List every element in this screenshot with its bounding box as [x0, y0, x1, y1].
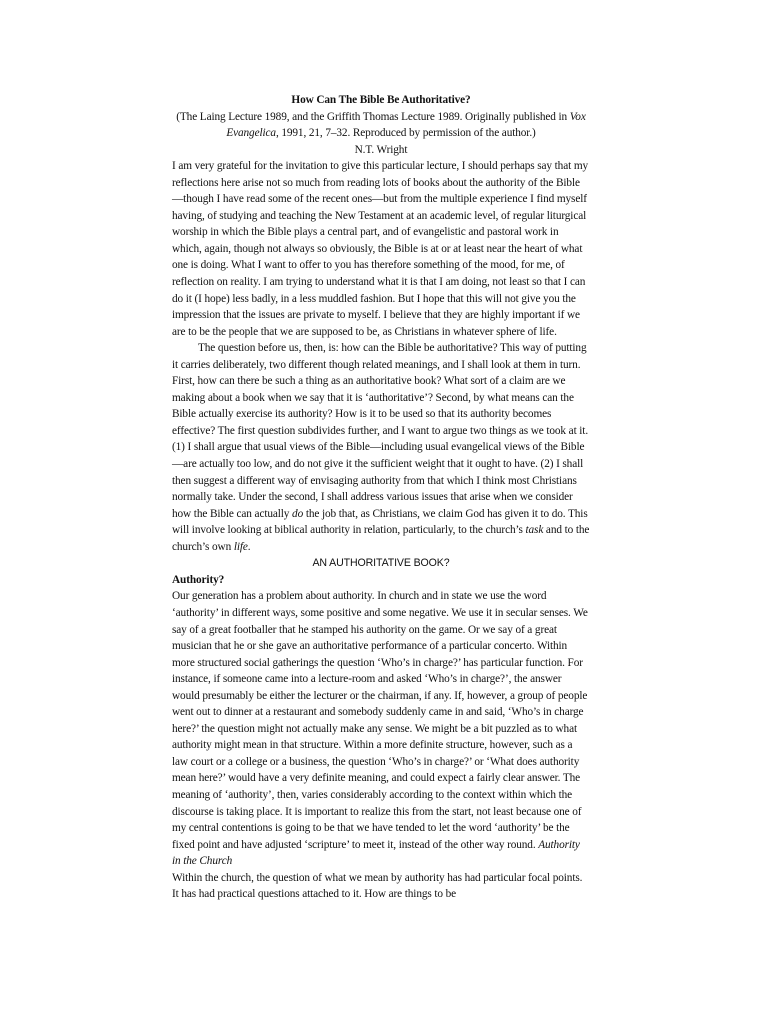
subheading-authority: Authority? — [172, 573, 225, 586]
paragraph-church: Within the church, the question of what we mean by authority has had particular focal points. It has had practical questions attached to it. How are things to be — [172, 871, 583, 901]
paragraph-text: . — [247, 540, 251, 553]
paragraph-text: Our generation has a problem about authority. In church and in state we use the word ‘authority’ in different ways, some positive and some negative. We use it in secular senses. We say of a great footballer that he stamped his authority on the game. Or we say of a great musician that he or she gave an authoritative performance of a particular concerto. Within more structured social gatherings the question ‘Who’s in charge?’ has particular function. For instance, if someone came into a lecture-room and asked ‘Who’s in charge?’, the answer would presumably be either the lecturer or the chairman, if any. If, however, a group of people went out to dinner at a restaurant and somebody suddenly came in and said, ‘Who’s in charge here?’ the question might not actually make any sense. We might be a bit puzzled as to what authority might mean in that structure. Within a more definite structure, however, such as a law court or a college or a business, the question ‘Who’s in charge?’ or ‘What does authority mean here?’ would have a very definite meaning, and could expect a fairly clear answer. The meaning of ‘authority’, then, varies considerably according to the context within which the discourse is taking place. It is important to realize this from the start, not least because one of my central contentions is going to be that we have tended to let the word ‘authority’ be the fixed point and have adjusted ‘scripture’ to meet it, instead of the other way round. — [172, 590, 588, 851]
paragraph-text: and to the church’s own — [172, 524, 590, 553]
paragraph-text: the job that, as Christians, we claim God has given it to do. This will involve looking at biblical authority in relation, particularly, to the church’s — [172, 507, 588, 537]
emphasis-life: life — [233, 540, 248, 553]
paragraph-authority — [172, 588, 590, 869]
document-subtitle — [172, 109, 590, 142]
emphasis-do: do — [292, 507, 304, 520]
section-heading: AN AUTHORITATIVE BOOK? — [312, 557, 450, 570]
inline-heading-church: Authority in the Church — [172, 838, 580, 868]
paragraph-question — [172, 340, 590, 555]
document-title: How Can The Bible Be Authoritative? — [291, 94, 471, 106]
journal-name: Vox Evangelica — [226, 110, 586, 140]
paragraph-intro: I am very grateful for the invitation to give this particular lecture, I should perhaps say that my reflections here arise not so much from reading lots of books about the authority of the Bible—though I have read some of the recent ones—but from the multiple experience I find myself having, of studying and teaching the New Testament at an academic level, of regular liturgical worship in which the Bible plays a central part, and of evangelistic and pastoral work in which, again, though not always so obviously, the Bible is at or at least near the heart of what one is doing. What I want to offer to you has therefore something of the mood, for me, of reflection on reality. I am trying to understand what it is that I am doing, not least so that I can do it (I hope) less badly, in a less muddled fashion. But I hope that this will not give you the impression that the issues are private to myself. I believe that they are highly important if we are to be the people that we are supposed to be, as Christians in whatever sphere of life. — [172, 160, 589, 338]
document-author: N.T. Wright — [354, 143, 408, 156]
emphasis-task: task — [525, 524, 544, 537]
document-page — [172, 92, 590, 903]
subtitle-text-end: , 1991, 21, 7–32. Reproduced by permission of the author.) — [275, 127, 536, 140]
paragraph-text: The question before us, then, is: how can the Bible be authoritative? This way of putting it carries deliberately, two different though related meanings, and I shall look at them in turn. First, how can there be such a thing as an authoritative book? What sort of a claim are we making about a book when we say that it is ‘authoritative’? Second, by what means can the Bible actually exercise its authority? How is it to be used so that its authority becomes effective? The first question subdivides further, and I want to argue two things as we took at it. (1) I shall argue that usual views of the Bible—including usual evangelical views of the Bible—are actually too low, and do not give it the sufficient weight that it ought to have. (2) I shall then suggest a different way of envisaging authority from that which I think most Christians normally take. Under the second, I shall address various issues that arise when we consider how the Bible can actually — [172, 342, 589, 520]
subtitle-text: (The Laing Lecture 1989, and the Griffith Thomas Lecture 1989. Originally published in — [176, 110, 570, 123]
